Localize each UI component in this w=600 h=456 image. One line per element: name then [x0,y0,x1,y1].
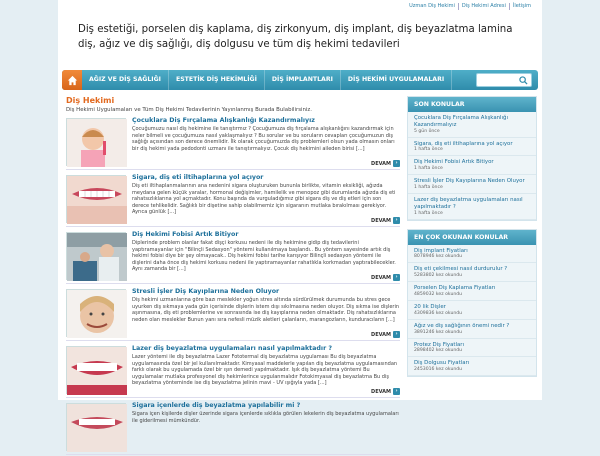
post-thumbnail[interactable] [66,403,126,451]
home-button[interactable] [62,70,82,90]
post-title[interactable]: Çocuklara Diş Fırçalama Alışkanlığı Kazandırmalıyız [132,117,315,124]
devam-button[interactable] [371,274,400,281]
section-subtitle: Diş Hekimi Uygulamaları ve Tüm Diş Hekimi Tedavilerinin Yayınlanmış Burada Bulabilirsiniz. [66,107,312,113]
list-item[interactable]: Lazer diş beyazlatma uygulamaları nasıl yapılmaktadır ? 1 hafta önce [408,194,536,220]
devam-label: DEVAM [371,274,391,281]
recent-topics-title: SON KONULAR [408,97,536,112]
post-title[interactable]: Stresli İşler Diş Kayıplarına Neden Oluyor [132,288,280,295]
post-item [66,116,400,170]
devam-label: DEVAM [371,331,391,338]
main-content [66,96,400,455]
post-item [66,401,400,455]
devam-button[interactable] [371,331,400,338]
list-item[interactable]: Stresli İşler Diş Kayıplarına Neden Oluyor 1 hafta önce [408,175,536,194]
post-excerpt: Sigara içen kişilerde dişler üzerinde sigara içenlerde sıklıkla görülen lekelerin diş beyazlatma uygulamaları ile giderilmesi mümkündür. [132,411,399,424]
devam-button[interactable] [371,217,400,224]
post-item [66,344,400,398]
nav-uygulamalar[interactable]: DİŞ HEKİMİ UYGULAMALARI [341,70,452,90]
list-item[interactable]: Ağız ve diş sağlığının önemi nedir ? 3891246 kez okundu [408,320,536,339]
post-thumbnail[interactable] [66,232,126,280]
post-excerpt: Diplerinde problem olanlar fakat dişçi korkusu nedeni ile diş hekimine gidip diş tedavilerini yaptıramayanlar için "Bilinçli Sedasyon" yöntemi kullanılmaya başlandı.. Bu yöntem sayesinde artık diş hekimi fobisi diye bir şey olmayacak.. Diş hekimi fobisi tarihe karışıyor Bilinçli sedasyon yöntemi ile dişlerini daha önce diş hekimi korkusu nedeni ile yaptıramayanlar rahatlıkla korkmadan yaptırabilecekler. Aynı zamanda bir [...] [132,240,396,273]
post-excerpt: Çocuğumuzu nasıl diş hekimine ile tanıştırmız ? Çocuğumuza diş fırçalama alışkanlığını kazandırmak için neler bilmeli ve çocuğumuza nasıl yaklaşmalıyız ? Bu sorular ve bu soruların cevapları çocuğumuzun diş sağlığı açısından son derece önemlidir. İlk olarak çocuğumuzda diş problemleri olsun yada olmasın onları bir diş hekimi yada pedodonti uzmanı ile tanıştırmalıyız. Çocuk diş hekimini aileden birisi [...] [132,126,395,152]
post-title[interactable]: Sigara, diş eti iltihaplarına yol açıyor [132,174,264,181]
post-item [66,287,400,341]
post-thumbnail[interactable] [66,118,126,166]
post-item [66,230,400,284]
post-thumbnail[interactable] [66,289,126,337]
search-input[interactable] [476,73,532,87]
post-thumbnail[interactable] [66,175,126,223]
arrow-right-icon: › [393,331,400,338]
arrow-right-icon: › [393,217,400,224]
arrow-right-icon: › [393,160,400,167]
list-item[interactable]: Diş Hekimi Fobisi Artık Bitiyor 1 hafta önce [408,156,536,175]
devam-label: DEVAM [371,388,391,395]
post-item [66,173,400,227]
site-headline: Diş estetiği, porselen diş kaplama, diş zirkonyum, diş implant, diş beyazlatma lamina diş, ağız ve diş sağlığı, diş dolgusu ve tüm diş hekimi tedavileri [78,24,513,50]
devam-button[interactable] [371,388,400,395]
nav-implant[interactable]: DİŞ İMPLANTLARI [265,70,341,90]
section-title: Diş Hekimi [66,96,115,105]
devam-label: DEVAM [371,217,391,224]
toplink-iletisim[interactable]: İletişim [509,3,534,10]
list-item[interactable]: Çocuklara Diş Fırçalama Alışkanlığı Kazandırmalıyız 5 gün önce [408,112,536,138]
arrow-right-icon: › [393,388,400,395]
popular-topics-box [407,229,537,378]
nav-estetik[interactable]: ESTETİK DİŞ HEKİMLİĞİ [169,70,265,90]
post-title[interactable]: Sigara içenlerde diş beyazlatma yapılabilir mi ? [132,402,301,409]
popular-topics-title: EN ÇOK OKUNAN KONULAR [408,230,536,245]
search-icon[interactable] [519,76,528,85]
list-item[interactable]: 20 lik Dişler 4309836 kez okundu [408,301,536,320]
post-title[interactable]: Lazer diş beyazlatma uygulamaları nasıl yapılmaktadır ? [132,345,333,352]
devam-label: DEVAM [371,160,391,167]
list-item[interactable]: Protez Diş Fiyatları 2898402 kez okundu [408,339,536,358]
home-icon [67,75,78,86]
post-excerpt: Diş hekimi uzmanlarına göre bazı meslekler yoğun stres altında sürdürülmek durumunda bu stres gece uyurken diş sıkmaya yada gün içerisinde dişlerin istem dışı sıkılmasına neden oluyor. Diş sıkma ise dişlerin aşınmasına, diş eti problemlerine ve sonrasında ise diş kayıplarına neden olmaktadır. Diş rahatsızlıklarına neden olan meslekler Bunun yanı sıra nefesli müzik aletleri çalanların, marangozların, kunduracıların [...] [132,297,400,323]
list-item[interactable]: Sigara, diş eti iltihaplarına yol açıyor 1 hafta önce [408,138,536,157]
nav-agiz-dis[interactable]: AĞIZ VE DİŞ SAĞLIĞI [82,70,169,90]
list-item[interactable]: Porselen Diş Kaplama Fiyatları 4859032 kez okundu [408,282,536,301]
post-excerpt: Lazer yöntemi ile diş beyazlatma Lazer Fototermal diş beyazlatma uygulaması Bu diş beyazlatma uygulamasında özel bir jel kullanılmaktadır. Kimyasal maddelerle yapılan diş beyazlatma uygulamasından farklı olarak bu uygulamada özel bir ışın demedi yapılmaktadır. Işık diş beyazlatma yöntemi Bu uygulamalar mutlaka profesyonel diş hekimlerince uygulanmalıdır Fotokimyasal diş beyazlatma Bu diş beyazlatma yönteminde ise diş beyazlatma jelinin mavi - UV ışığıyla yada [...] [132,354,398,387]
toplink-adres[interactable]: Diş Hekimi Adresi [458,3,509,10]
sidebar [407,96,537,385]
recent-topics-box [407,96,537,221]
page [58,0,542,424]
post-excerpt: Diş eti iltihaplanmalarının ana nedenini sigara oluşturuken bununla birlikte, vitamin eksikliği, ağızda meydana gelen küçük yaralar, hormonal değişimler, hamilelik ve menopoz gibi durumlarda ağızda diş eti rahatsızlıklarına yol açmaktadır. Konu başında da vurguladığımız gibi sigara diş ve diş etleri için son derece tehlikelidir. Sağlıklı bir dişetine sahip olabilmemiz için sigaranın mutlaka bırakılması gerekiyor. Ayrıca günlük [...] [132,183,396,216]
list-item[interactable]: Diş eti çekilmesi nasıl durdurulur ? 5283802 kez okundu [408,263,536,282]
post-thumbnail[interactable] [66,346,126,394]
list-item[interactable]: Diş Dolgusu Fiyatları 2453016 kez okundu [408,357,536,376]
toplink-uzman[interactable]: Uzman Diş Hekimi [409,3,455,9]
arrow-right-icon: › [393,274,400,281]
devam-button[interactable] [371,160,400,167]
post-title[interactable]: Diş Hekimi Fobisi Artık Bitiyor [132,231,239,238]
list-item[interactable]: Diş implant Fiyatları 8078946 kez okundu [408,245,536,264]
main-nav [62,70,538,90]
top-links [406,3,534,10]
